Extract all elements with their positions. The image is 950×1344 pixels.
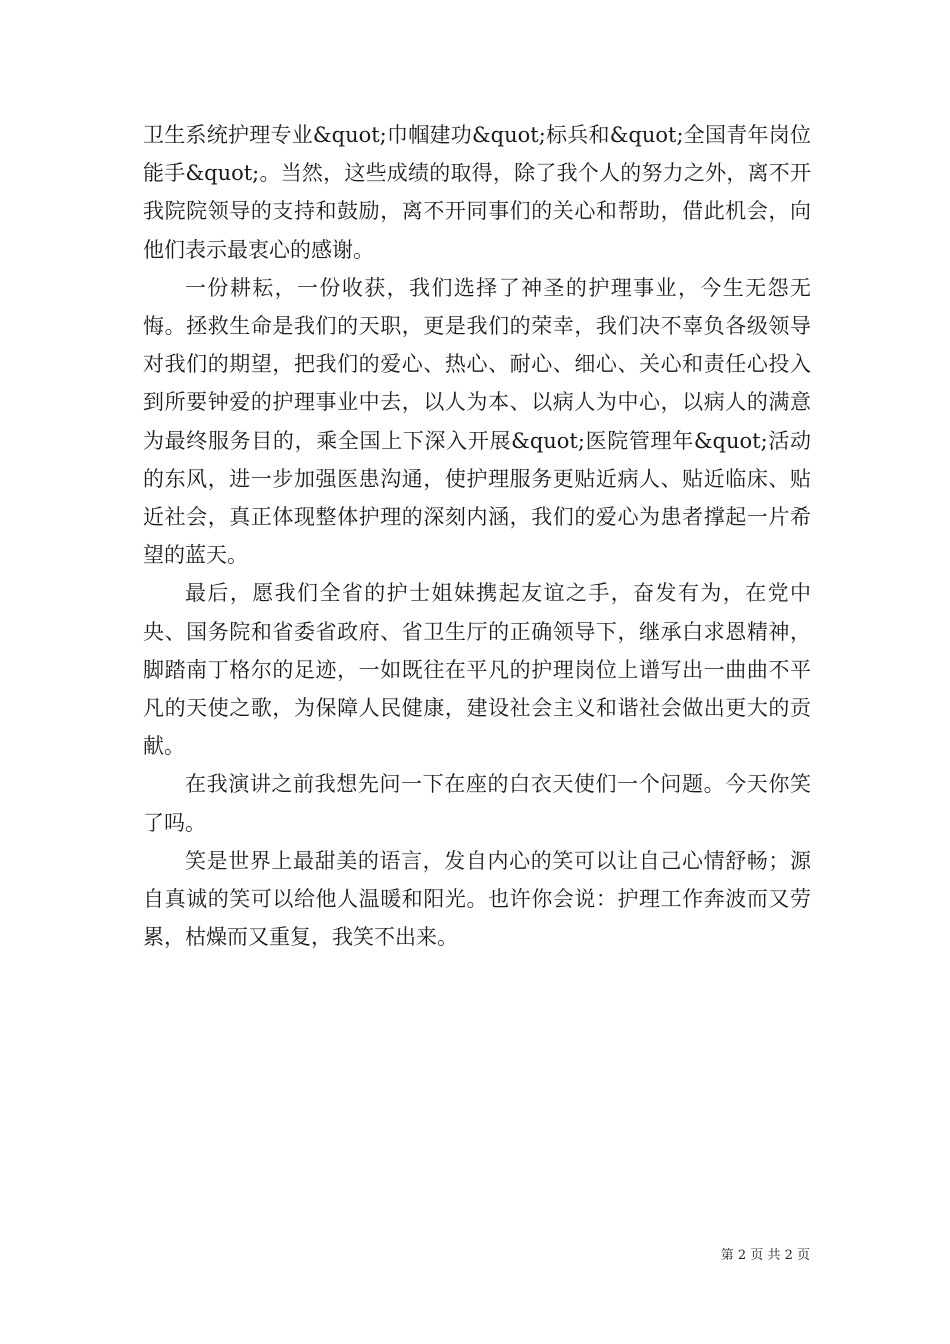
page-number-footer: 第 2 页 共 2 页 xyxy=(720,1248,810,1263)
paragraph-3: 最后，愿我们全省的护士姐妹携起友谊之手，奋发有为，在党中央、国务院和省委省政府、省卫生厅的正确领导下，继承白求恩精神，脚踏南丁格尔的足迹，一如既往在平凡的护理岗位上谱写出一曲曲不平凡的天使之歌，为保障人民健康，建设社会主义和谐社会做出更大的贡献。 xyxy=(143,581,811,759)
document-body xyxy=(143,116,811,956)
paragraph-4: 在我演讲之前我想先问一下在座的白衣天使们一个问题。今天你笑了吗。 xyxy=(143,772,811,835)
paragraph-2: 一份耕耘，一份收获，我们选择了神圣的护理事业，今生无怨无悔。拯救生命是我们的天职，更是我们的荣幸，我们决不辜负各级领导对我们的期望，把我们的爱心、热心、耐心、细心、关心和责任心投入到所要钟爱的护理事业中去，以人为本、以病人为中心，以病人的满意为最终服务目的，乘全国上下深入开展&quot;医院管理年&quot;活动的东风，进一步加强医患沟通，使护理服务更贴近病人、贴近临床、贴近社会，真正体现整体护理的深刻内涵，我们的爱心为患者撑起一片希望的蓝天。 xyxy=(143,275,811,568)
paragraph-1: 卫生系统护理专业&quot;巾帼建功&quot;标兵和&quot;全国青年岗位能手&quot;。当然，这些成绩的取得，除了我个人的努力之外，离不开我院院领导的支持和鼓励，离不开同事们的关心和帮助，借此机会，向他们表示最衷心的感谢。 xyxy=(143,123,811,262)
paragraph-5: 笑是世界上最甜美的语言，发自内心的笑可以让自己心情舒畅；源自真诚的笑可以给他人温暖和阳光。也许你会说：护理工作奔波而又劳累，枯燥而又重复，我笑不出来。 xyxy=(143,848,811,950)
